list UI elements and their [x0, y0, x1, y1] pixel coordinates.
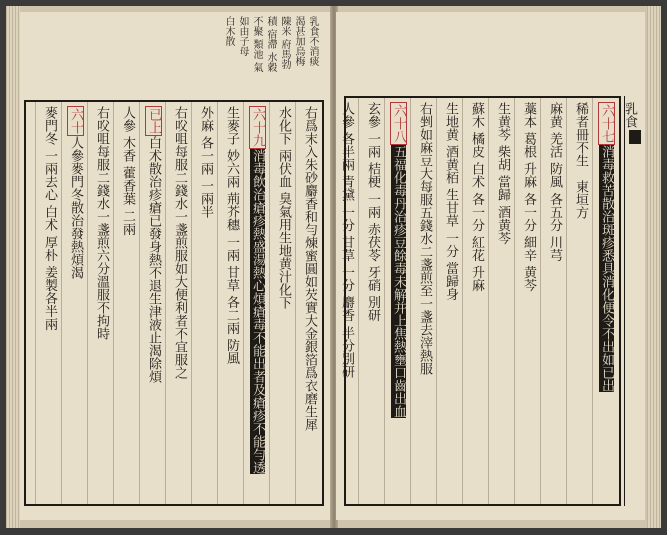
- left-col-3: 六十九消毒飲治瘡疹熱盛湯熱心煩瘡毒不能出者及瘡疹不能勻透: [250, 108, 265, 474]
- right-text-frame: [339, 96, 621, 506]
- right-col-7: 生地黄 酒黄栢 生甘草 一分 當歸身: [443, 102, 458, 301]
- left-col-9: 右㕮咀每服二錢水一盞煎六分溫服不拘時: [94, 106, 109, 340]
- left-col-11: 麥門冬 一兩去心 白术 厚朴 姜製各半兩: [42, 106, 57, 331]
- right-col-1: 六十七消毒救苦散治斑疹悉具消化便令不出如已出: [599, 104, 614, 392]
- right-col-6: 蘇木 橘皮 白术 各一分 紅花 升麻: [469, 102, 484, 292]
- right-col-10: 玄參 一兩 桔梗 一兩 赤茯苓 牙硝 別研: [365, 102, 380, 322]
- margin-note-6: 如由子母: [237, 16, 248, 56]
- right-col-2: 稀者冊不生 東垣方: [573, 102, 588, 219]
- left-col-6: 右㕮咀每服二錢水一盞煎服如大便利者不宜服之: [172, 106, 187, 379]
- left-col-10: 六十人參麥門冬散治發熱煩渴: [68, 108, 83, 279]
- margin-note-1: 乳食不消痰: [307, 16, 318, 66]
- margin-note-7: 白木散: [223, 16, 234, 46]
- left-col-1: 右爲末入朱砂麝香和勻煉蜜圓如芡實大金銀箔爲衣磨生犀: [302, 106, 317, 431]
- margin-note-2: 渴甚加烏梅: [293, 16, 304, 66]
- margin-note-4: 積 宿滯 水穀: [265, 16, 276, 73]
- left-page: [20, 12, 332, 520]
- margin-note-3: 陳米 府馬勃: [279, 16, 290, 70]
- left-col-2: 水化下 兩伏血 臭氣用生地黄汁化下: [276, 106, 291, 310]
- left-text-frame: [24, 100, 324, 506]
- left-col-7: 已上白术散治疹瘡已發身熱不退生津液止渴除煩: [146, 108, 161, 383]
- left-col-4: 生麥子 妙六兩 荊芥穗 一兩 甘草 各二兩 防風: [224, 106, 239, 365]
- right-col-3: 麻黄 羌活 防風 各五分 川芎: [547, 102, 562, 262]
- left-col-8: 人參 木香 藿香葉 二兩: [120, 106, 135, 236]
- left-col-5: 外麻 各一兩 一兩半: [198, 106, 213, 219]
- fishtail-mark: [629, 130, 641, 144]
- page-center-strip: [624, 96, 641, 506]
- left-page-edge: [6, 6, 20, 528]
- right-col-9: 六十八五福化毒丹治疹豆餘毒未解并上焦熱壅口齒出血: [391, 104, 406, 418]
- right-col-8: 右剉如麻豆大每服五錢水二盞煎至一盞去滓熱服: [417, 102, 432, 375]
- right-col-5: 生黄芩 柴胡 當歸 酒黄芩: [495, 102, 510, 245]
- right-page: [336, 12, 645, 520]
- right-col-4: 藁本 葛根 升麻 各一分 細辛 黄芩: [521, 102, 536, 292]
- margin-note-5: 不聚 類池 氣: [251, 16, 262, 73]
- banxin-title: 乳食: [622, 102, 637, 128]
- right-page-edge: [647, 6, 661, 528]
- right-col-11: 人參 各半兩 青黛 一分 甘草 一分 麝香 半分別研: [339, 102, 354, 378]
- book-spread: [6, 6, 661, 528]
